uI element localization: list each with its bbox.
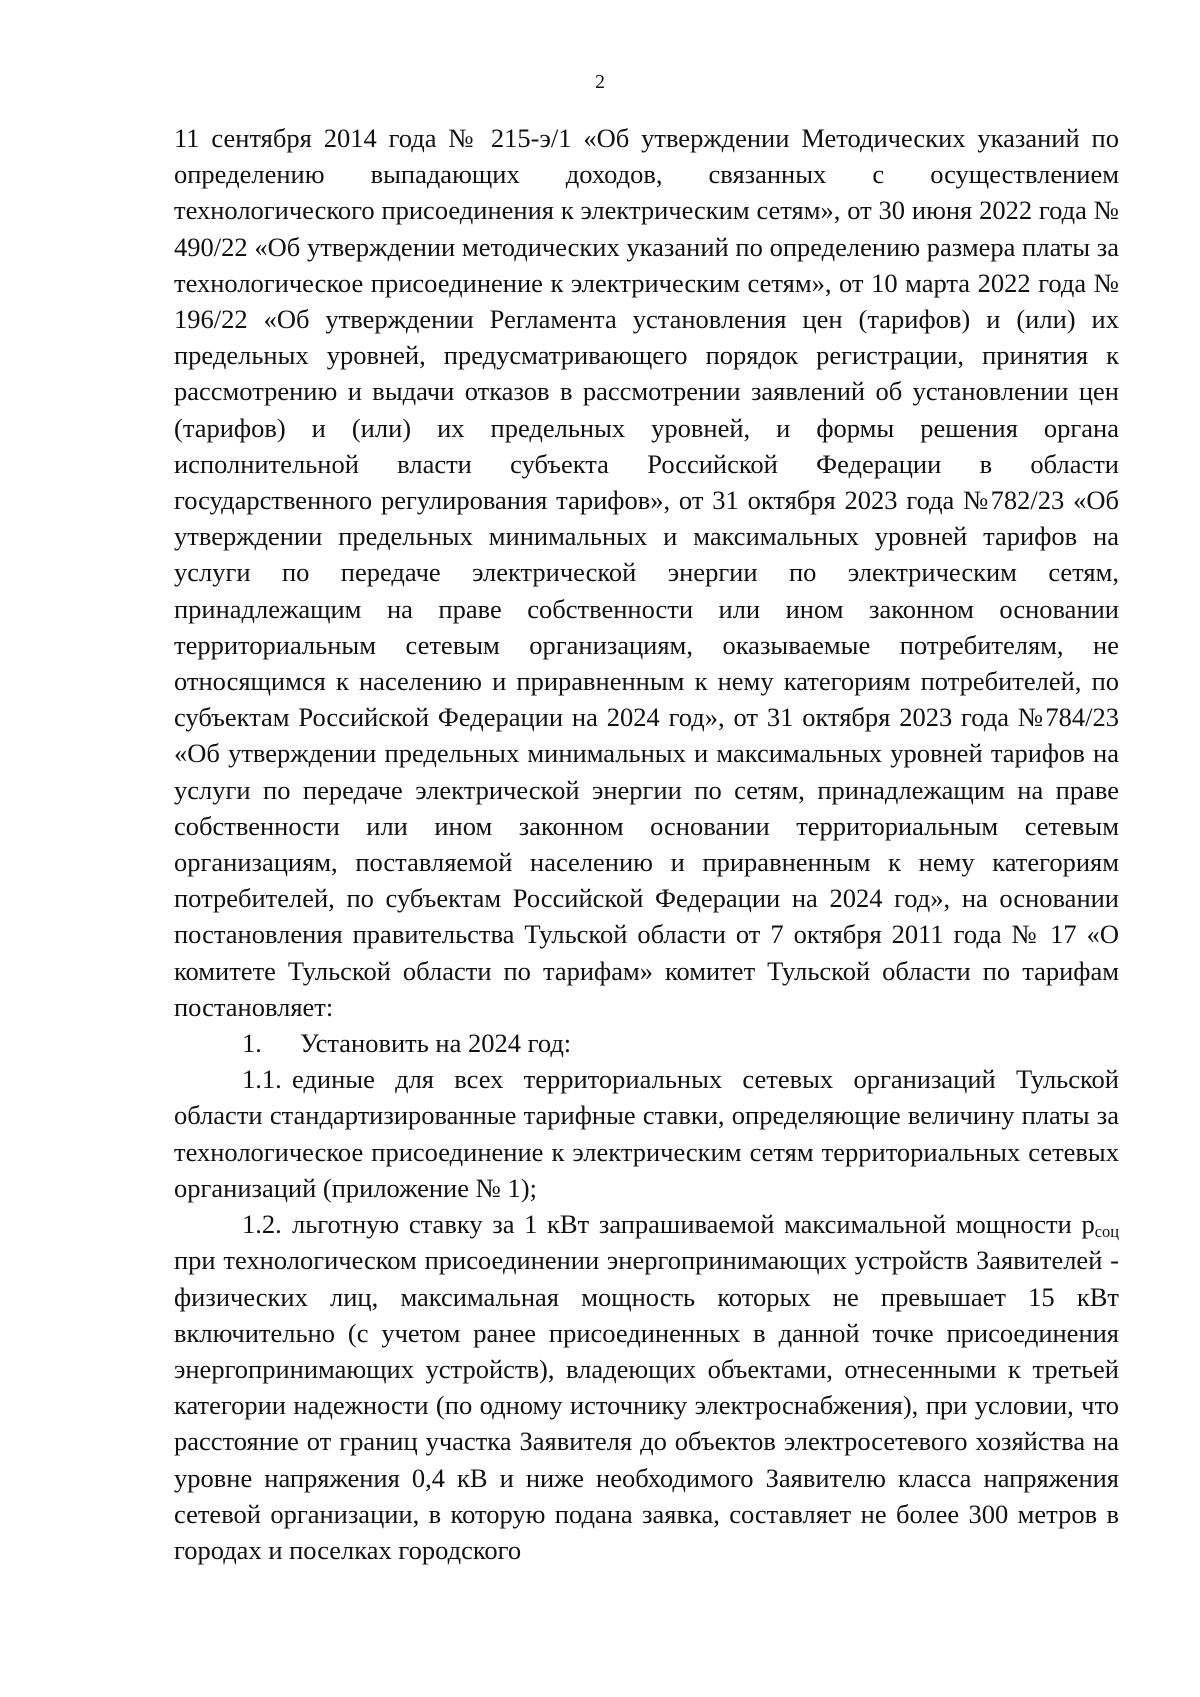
- preamble-paragraph: 11 сентября 2014 года № 215-э/1 «Об утверждении Методических указаний по определению выпадающих доходов, связанных с осуществлением технологического присоединения к электрическим сетям», от 30 июня 2022 года № 490/22 «Об утверждении методических указаний по определению размера платы за технологическое присоединение к электрическим сетям», от 10 марта 2022 года № 196/22 «Об утверждении Регламента установления цен (тарифов) и (или) их предельных уровней, предусматривающего порядок регистрации, принятия к рассмотрению и выдачи отказов в рассмотрении заявлений об установлении цен (тарифов) и (или) их предельных уровней, и формы решения органа исполнительной власти субъекта Российской Федерации в области государственного регулирования тарифов», от 31 октября 2023 года №782/23 «Об утверждении предельных минимальных и максимальных уровней тарифов на услуги по передаче электрической энергии по электрическим сетям, принадлежащим на праве собственности или ином законном основании территориальным сетевым организациям, оказываемые потребителям, не относящимся к населению и приравненным к нему категориям потребителей, по субъектам Российской Федерации на 2024 год», от 31 октября 2023 года №784/23 «Об утверждении предельных минимальных и максимальных уровней тарифов на услуги по передаче электрической энергии по сетям, принадлежащим на праве собственности или ином законном основании территориальным сетевым организациям, поставляемой населению и приравненным к нему категориям потребителей, по субъектам Российской Федерации на 2024 год», на основании постановления правительства Тульской области от 7 октября 2011 года № 17 «О комитете Тульской области по тарифам» комитет Тульской области по тарифам постановляет:: [174, 123, 1119, 1022]
- item-1-1-paragraph: [174, 1061, 1119, 1206]
- item-1-1-text: единые для всех территориальных сетевых организаций Тульской области стандартизированные тарифные ставки, определяющие величину платы за технологическое присоединение к электрическим сетям территориальных сетевых организаций (приложение № 1);: [174, 1064, 1119, 1203]
- item-1-2-text-start: льготную ставку за 1 кВт запрашиваемой максимальной мощности: [292, 1209, 1082, 1240]
- item-1-1-number: 1.1.: [242, 1064, 282, 1095]
- item-1-2-number: 1.2.: [242, 1209, 282, 1240]
- item-1-text: Установить на 2024 год:: [300, 1028, 572, 1059]
- document-body: [174, 120, 1119, 1568]
- social-rate-symbol: p: [1081, 1209, 1095, 1240]
- item-1-2-text-rest: при технологическом присоединении энергопринимающих устройств Заявителей - физических лиц, максимальная мощность которых не превышает 15 кВт включительно (с учетом ранее присоединенных в данной точке присоединения энергопринимающих устройств), владеющих объектами, отнесенными к третьей категории надежности (по одному источнику электроснабжения), при условии, что расстояние от границ участка Заявителя до объектов электросетевого хозяйства на уровне напряжения 0,4 кВ и ниже необходимого Заявителю класса напряжения сетевой организации, в которую подана заявка, составляет не более 300 метров в городах и поселках городского: [174, 1245, 1119, 1565]
- item-1-paragraph: [174, 1025, 1119, 1061]
- social-rate-subscript: соц: [1094, 1222, 1119, 1242]
- page-number: 2: [595, 71, 605, 93]
- item-1-number: 1.: [242, 1028, 262, 1059]
- item-1-2-paragraph: [174, 1206, 1119, 1568]
